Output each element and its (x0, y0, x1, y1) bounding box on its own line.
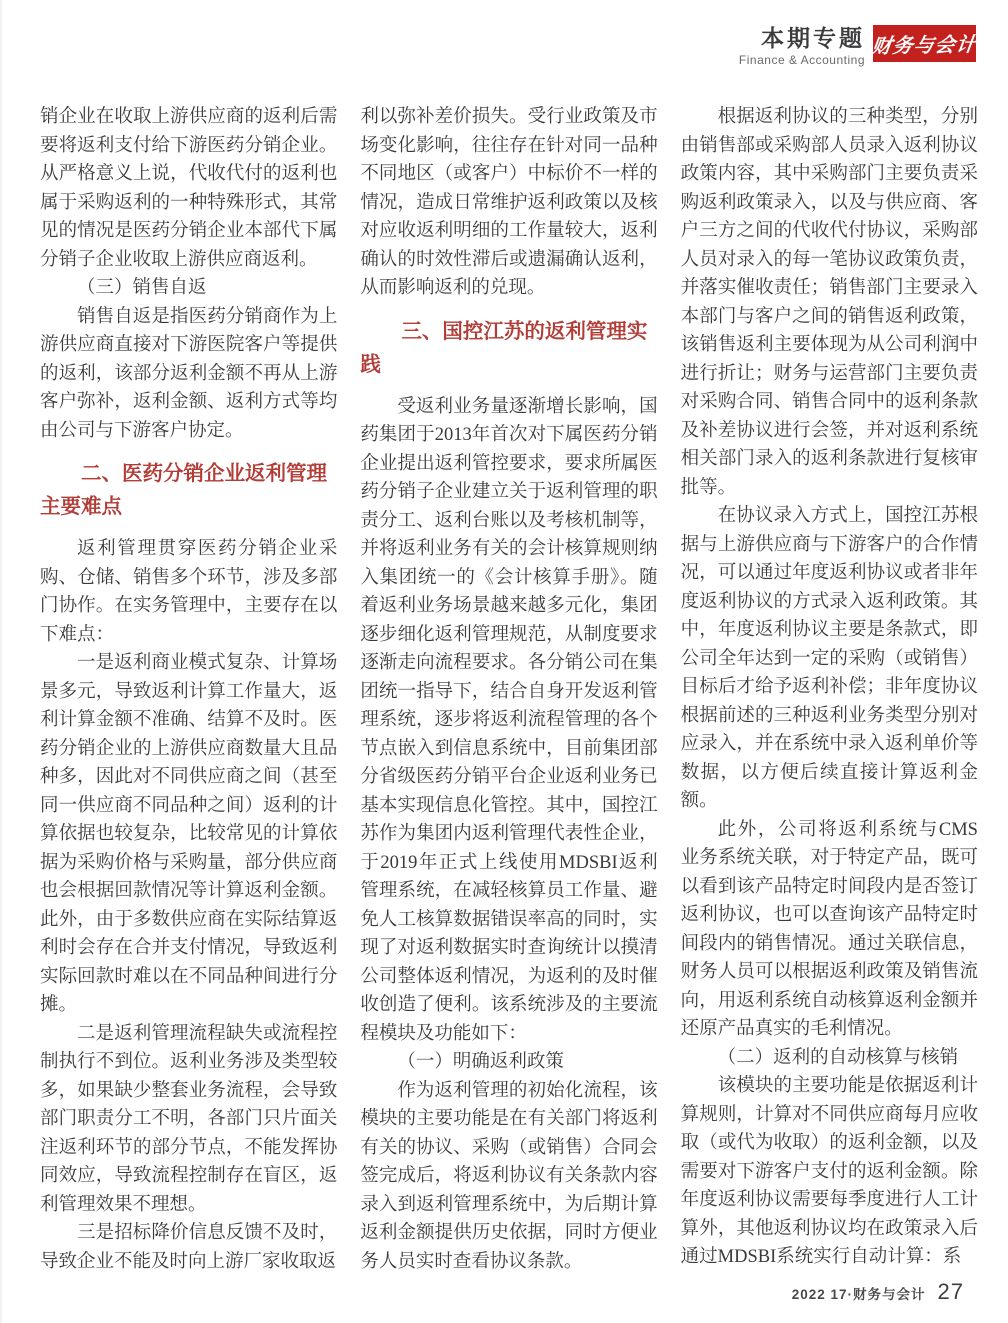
subhead-sales-self-rebate: （三）销售自返 (77, 278, 207, 298)
paragraph: 利以弥补差价损失。受行业政策及市场变化影响，往往存在针对同一品种不同地区（或客户）中标价不一样的情况，造成日常维护返利政策以及核对应收返利明细的工作量较大，返利确认的时效性滞后或遗漏确认返利，从而影响返利的兑现。 (360, 107, 658, 298)
paragraph: 作为返利管理的初始化流程，该模块的主要功能是在有关部门将返利有关的协议、采购（或销售）合同会签完成后，将返利协议有关条款内容录入到返利管理系统中，为后期计算返利金额提供历史依据，同时方便业务人员实时查看协议条款。 (360, 1080, 658, 1272)
paragraph: 受返利业务量逐渐增长影响，国药集团于2013年首次对下属医药分销企业提出返利管控要求，要求所属医药分销子企业建立关于返利管理的职责分工、返利台账以及考核机制等，并将返利业务有关的会计核算规则纳入集团统一的《会计核算手册》。随着返利业务场景越来越多元化，集团逐步细化返利管理规范，从制度要求逐渐走向流程要求。各分销公司在集团统一指导下，结合自身开发返利管理系统，逐步将返利流程管理的各个节点嵌入到信息系统中，目前集团部分省级医药分销平台企业返利业务已基本实现信息化管控。其中，国控江苏作为集团内返利管理代表性企业，于2019年正式上线使用MDSBI返利管理系统，在减轻核算员工作量、避免人工核算数据错误率高的同时，实现了对返利数据实时查询统计以摸清公司整体返利情况，为返利的及时催收创造了便利。该系统涉及的主要流程模块及功能如下： (360, 396, 658, 1044)
topic-subtitle-en: Finance & Accounting (738, 53, 865, 67)
page-footer (792, 1279, 964, 1305)
paragraph: 三是招标降价信息反馈不及时，导致企业不能及时向上游厂家收取返 (40, 1223, 338, 1272)
article-body (40, 103, 978, 1278)
scan-edge (0, 0, 3, 1323)
paragraph: 该模块的主要功能是依据返利计算规则，计算对不同供应商每月应收取（或代为收取）的返利金额，以及需要对下游客户支付的返利金额。除年度返利协议需要每季度进行人工计算外，其他返利协议均在政策录入后通过MDSBI系统实行自动计算：系 (680, 1076, 978, 1267)
subhead-clarify-rebate-policy: （一）明确返利政策 (397, 1052, 564, 1072)
paragraph: 根据返利协议的三种类型，分别由销售部或采购部人员录入返利协议政策内容，其中采购部门主要负责采购返利政策录入，以及与供应商、客户三方之间的代收代付协议，采购部人员对录入的每一笔协议政策负责，并落实催收责任；销售部门主要录入本部门与客户之间的销售返利政策，该销售返利主要体现为从公司利润中进行折让；财务与运营部门主要负责对采购合同、销售合同中的返利条款及补差协议进行会签，并对返利系统相关部门录入的返利条款进行复核审批等。 (680, 107, 978, 498)
magazine-logo-text: 财务与会计 (870, 34, 979, 58)
column-1 (40, 103, 337, 1278)
paragraph: 一是返利商业模式复杂、计算场景多元，导致返利计算工作量大，返利计算金额不准确、结算不及时。医药分销企业的上游供应商数量大且品种多，因此对不同供应商之间（甚至同一供应商不同品种之间）返利的计算依据也较复杂，比较常见的计算依据为采购价格与采购量，部分供应商也会根据回款情况等计算返利金额。此外，由于多数供应商在实际结算返利时会存在合并支付情况，导致返利实际回款时难以在不同品种间进行分摊。 (40, 653, 338, 1015)
magazine-logo (870, 26, 979, 61)
section-heading-3: 三、国控江苏的返利管理实践 (360, 320, 648, 376)
paragraph: 销售自返是指医药分销商作为上游供应商直接对下游医院客户等提供的返利，该部分返利金额不再从上游客户弥补，返利金额、返利方式等均由公司与下游客户协定。 (40, 306, 338, 441)
topic-block (739, 26, 865, 67)
column-3 (681, 103, 978, 1278)
masthead (738, 25, 979, 67)
topic-title: 本期专题 (761, 25, 865, 51)
paragraph: 返利管理贯穿医药分销企业采购、仓储、销售多个环节，涉及多部门协作。在实务管理中，主要存在以下难点： (40, 539, 338, 645)
subhead-auto-calculation: （二）返利的自动核算与核销 (717, 1047, 959, 1068)
page-number: 27 (937, 1279, 964, 1304)
issue-label: 2022 17·财务与会计 (791, 1287, 926, 1302)
paragraph: 在协议录入方式上，国控江苏根据与上游供应商与下游客户的合作情况，可以通过年度返利协议或者非年度返利协议的方式录入返利政策。其中，年度返利协议主要是条款式，即公司全年达到一定的采购（或销售）目标后才给予返利补偿；非年度协议根据前述的三种返利业务类型分别对应录入，并在系统中录入返利单价等数据，以方便后续直接计算返利金额。 (680, 506, 978, 811)
paragraph: 销企业在收取上游供应商的返利后需要将返利支付给下游医药分销企业。从严格意义上说，代收代付的返利也属于采购返利的一种特殊形式，其常见的情况是医药分销企业本部代下属分销子企业收取上游供应商返利。 (40, 107, 338, 270)
column-2 (360, 103, 657, 1278)
paragraph: 此外，公司将返利系统与CMS业务系统关联，对于特定产品，既可以看到该产品特定时间段内是否签订返利协议，也可以查询该产品特定时间段内的销售情况。通过关联信息，财务人员可以根据返利政策及销售流向，用返利系统自动核算返利金额并还原产品真实的毛利情况。 (680, 819, 978, 1039)
paragraph: 二是返利管理流程缺失或流程控制执行不到位。返利业务涉及类型较多，如果缺少整套业务流程，会导致部门职责分工不明，各部门只片面关注返利环节的部分节点，不能发挥协同效应，导致流程控制存在盲区，返利管理效果不理想。 (40, 1023, 338, 1215)
section-heading-2: 二、医药分销企业返利管理主要难点 (40, 463, 327, 518)
